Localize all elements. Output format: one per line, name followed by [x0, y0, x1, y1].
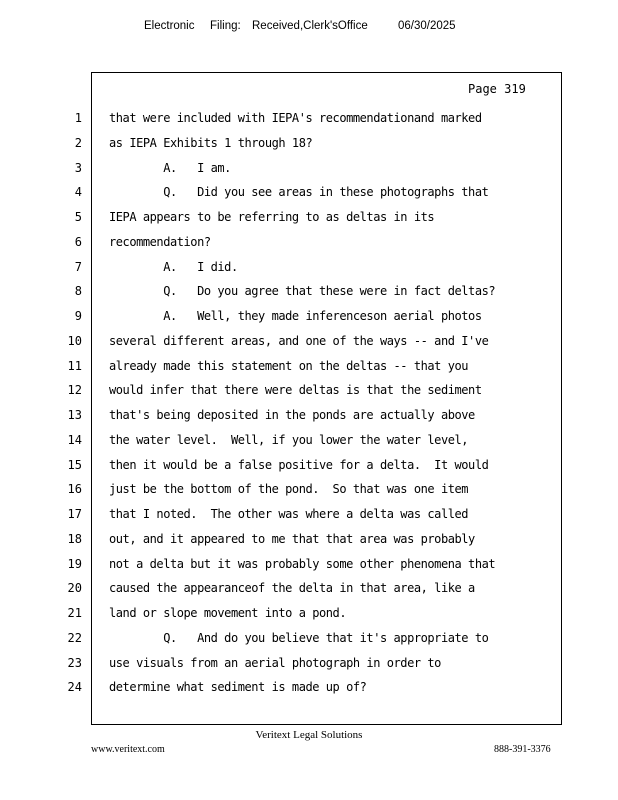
line-text: Q. Do you agree that these were in fact deltas?: [109, 284, 496, 298]
line-number: 10: [67, 334, 82, 348]
line-number: 24: [67, 680, 82, 694]
line-number: 6: [74, 235, 82, 249]
line-number: 18: [67, 532, 82, 546]
page-number: Page 319: [468, 82, 526, 96]
line-text: just be the bottom of the pond. So that was one item: [109, 482, 469, 496]
line-text: IEPA appears to be referring to as deltas in its: [109, 210, 435, 224]
footer-phone: 888-391-3376: [494, 744, 551, 755]
line-text: A. I am.: [109, 161, 231, 175]
line-text: several different areas, and one of the ways -- and I've: [109, 334, 489, 348]
line-text: that I noted. The other was where a delta was called: [109, 507, 469, 521]
line-number: 21: [67, 606, 82, 620]
footer-company: Veritext Legal Solutions: [255, 729, 363, 741]
line-number: 5: [74, 210, 82, 224]
line-text: that's being deposited in the ponds are actually above: [109, 408, 475, 422]
line-text: recommendation?: [109, 235, 211, 249]
header-electronic: Electronic: [144, 20, 195, 32]
header-received: Received,Clerk'sOffice: [252, 20, 368, 32]
header-date: 06/30/2025: [398, 20, 456, 32]
filing-header: [0, 20, 618, 38]
header-filing: Filing:: [210, 20, 241, 32]
line-text: would infer that there were deltas is that the sediment: [109, 383, 482, 397]
line-number: 15: [67, 458, 82, 472]
line-number: 9: [74, 309, 82, 323]
line-number: 8: [74, 284, 82, 298]
line-number: 11: [67, 359, 82, 373]
line-text: already made this statement on the deltas -- that you: [109, 359, 469, 373]
line-text: Q. And do you believe that it's appropriate to: [109, 631, 489, 645]
line-text: determine what sediment is made up of?: [109, 680, 367, 694]
line-text: out, and it appeared to me that that area was probably: [109, 532, 475, 546]
line-text: caused the appearanceof the delta in that area, like a: [109, 581, 475, 595]
line-number: 3: [74, 161, 82, 175]
line-number: 23: [67, 656, 82, 670]
line-number: 17: [67, 507, 82, 521]
line-number: 1: [74, 111, 82, 125]
line-text: land or slope movement into a pond.: [109, 606, 347, 620]
line-text: the water level. Well, if you lower the water level,: [109, 433, 469, 447]
line-text: use visuals from an aerial photograph in order to: [109, 656, 441, 670]
line-text: A. I did.: [109, 260, 238, 274]
line-number: 4: [74, 185, 82, 199]
line-text: then it would be a false positive for a delta. It would: [109, 458, 489, 472]
line-number: 20: [67, 581, 82, 595]
line-number: 12: [67, 383, 82, 397]
line-number: 14: [67, 433, 82, 447]
line-number: 16: [67, 482, 82, 496]
line-number: 13: [67, 408, 82, 422]
line-text: A. Well, they made inferenceson aerial photos: [109, 309, 482, 323]
line-text: that were included with IEPA's recommendationand marked: [109, 111, 482, 125]
line-text: not a delta but it was probably some other phenomena that: [109, 557, 496, 571]
line-number: 19: [67, 557, 82, 571]
footer-website: www.veritext.com: [91, 744, 165, 755]
line-number: 22: [67, 631, 82, 645]
line-text: Q. Did you see areas in these photographs that: [109, 185, 489, 199]
line-number: 7: [74, 260, 82, 274]
line-number: 2: [74, 136, 82, 150]
line-text: as IEPA Exhibits 1 through 18?: [109, 136, 313, 150]
